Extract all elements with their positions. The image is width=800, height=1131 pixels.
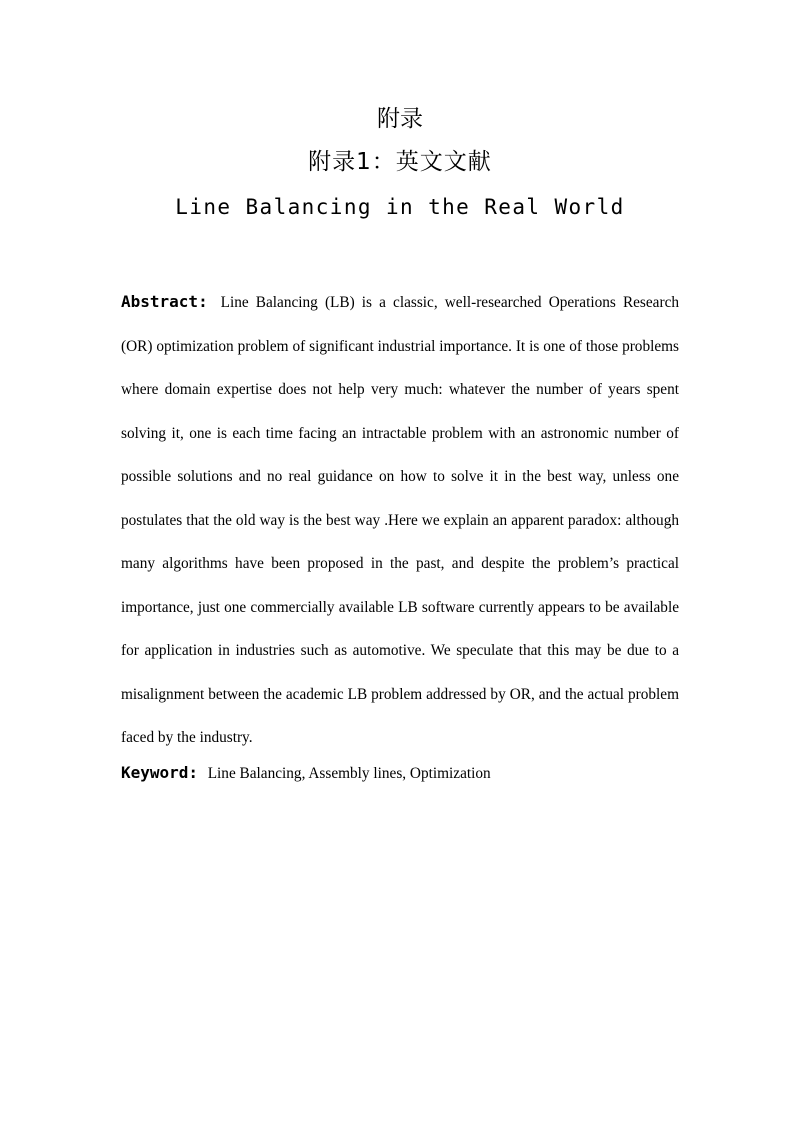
abstract-text: Line Balancing (LB) is a classic, well-researched Operations Research (OR) optimization problem of significant industrial importance. It is one of those problems where domain expertise does not help very much: whatever the number of years spent solving it, one is each time facing an intractable problem with an astronomic number of possible solutions and no real guidance on how to solve it in the best way, unless one postulates that the old way is the best way .Here we explain an apparent paradox: although many algorithms have been proposed in the past, and despite the problem’s practical importance, just one commercially available LB software currently appears to be available for application in industries such as automotive. We speculate that this may be due to a misalignment between the academic LB problem addressed by OR, and the actual problem faced by the industry.	[121, 294, 680, 746]
appendix-heading: 附录	[377, 106, 423, 132]
abstract-label: Abstract:	[121, 292, 221, 311]
abstract-paragraph	[121, 280, 679, 760]
appendix-subheading: 附录1：英文文献	[308, 149, 492, 175]
paper-title: Line Balancing in the Real World	[175, 195, 625, 219]
keyword-label: Keyword:	[121, 763, 208, 782]
keyword-paragraph	[121, 757, 679, 790]
keyword-text: Line Balancing, Assembly lines, Optimization	[207, 765, 491, 782]
